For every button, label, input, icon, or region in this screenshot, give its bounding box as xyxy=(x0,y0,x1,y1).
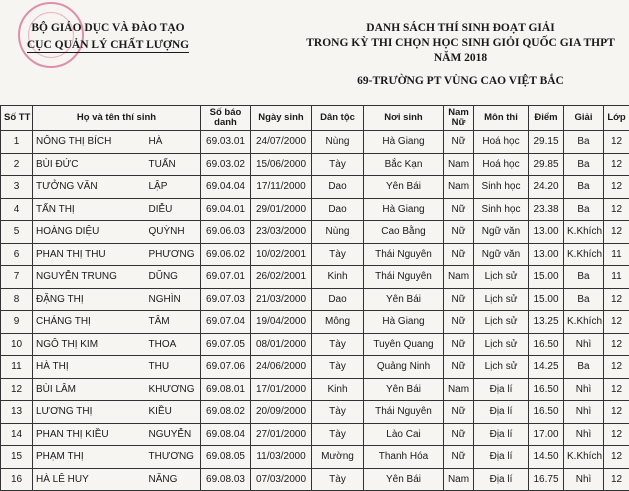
cell-ethnic: Kinh xyxy=(312,378,364,401)
cell-given: TUẤN xyxy=(143,153,201,176)
cell-surname: PHAN THỊ THU xyxy=(33,243,143,266)
table-row xyxy=(1,288,629,311)
cell-surname: BÙI ĐỨC xyxy=(33,153,143,176)
cell-prize: Nhì xyxy=(564,333,604,356)
table-row xyxy=(1,356,629,379)
cell-ethnic: Dao xyxy=(312,198,364,221)
cell-sbd: 69.08.03 xyxy=(201,468,251,491)
cell-stt: 4 xyxy=(1,198,33,221)
cell-subject: Hoá học xyxy=(474,131,529,154)
cell-given: NGHÌN xyxy=(143,288,201,311)
cell-dob: 26/02/2001 xyxy=(251,266,312,289)
cell-score: 14.50 xyxy=(529,446,564,469)
cell-subject: Địa lí xyxy=(474,423,529,446)
cell-grade: 12 xyxy=(604,356,629,379)
cell-dob: 17/11/2000 xyxy=(251,176,312,199)
cell-sbd: 69.07.05 xyxy=(201,333,251,356)
cell-score: 29.15 xyxy=(529,131,564,154)
cell-stt: 8 xyxy=(1,288,33,311)
cell-surname: HOÀNG DIỆU xyxy=(33,221,143,244)
cell-grade: 12 xyxy=(604,311,629,334)
cell-given: THOA xyxy=(143,333,201,356)
cell-grade: 12 xyxy=(604,401,629,424)
cell-sbd: 69.04.04 xyxy=(201,176,251,199)
cell-sbd: 69.03.02 xyxy=(201,153,251,176)
cell-score: 16.75 xyxy=(529,468,564,491)
cell-given: KHƯƠNG xyxy=(143,378,201,401)
cell-dob: 29/01/2000 xyxy=(251,198,312,221)
cell-grade: 12 xyxy=(604,131,629,154)
cell-grade: 12 xyxy=(604,153,629,176)
cell-given: THU xyxy=(143,356,201,379)
cell-dob: 27/01/2000 xyxy=(251,423,312,446)
cell-prize: Ba xyxy=(564,176,604,199)
cell-surname: LƯƠNG THỊ xyxy=(33,401,143,424)
cell-score: 24.20 xyxy=(529,176,564,199)
cell-score: 13.00 xyxy=(529,221,564,244)
cell-stt: 16 xyxy=(1,468,33,491)
header-stt: Số TT xyxy=(1,106,33,131)
cell-sbd: 69.06.03 xyxy=(201,221,251,244)
cell-birthplace: Yên Bái xyxy=(364,176,444,199)
header-ethnic: Dân tộc xyxy=(312,106,364,131)
cell-given: DIỄU xyxy=(143,198,201,221)
document-title: DANH SÁCH THÍ SINH ĐOẠT GIẢI xyxy=(298,21,623,36)
cell-birthplace: Thanh Hóa xyxy=(364,446,444,469)
cell-gender: Nữ xyxy=(444,288,474,311)
cell-stt: 11 xyxy=(1,356,33,379)
cell-birthplace: Thái Nguyên xyxy=(364,401,444,424)
cell-subject: Địa lí xyxy=(474,378,529,401)
cell-given: TÂM xyxy=(143,311,201,334)
cell-birthplace: Hà Giang xyxy=(364,131,444,154)
cell-score: 13.00 xyxy=(529,243,564,266)
cell-grade: 12 xyxy=(604,176,629,199)
cell-ethnic: Tày xyxy=(312,153,364,176)
table-row xyxy=(1,266,629,289)
cell-surname: PHAN THỊ KIỀU xyxy=(33,423,143,446)
cell-sbd: 69.08.04 xyxy=(201,423,251,446)
cell-birthplace: Yên Bái xyxy=(364,288,444,311)
cell-subject: Lịch sử xyxy=(474,266,529,289)
cell-sbd: 69.08.02 xyxy=(201,401,251,424)
cell-dob: 20/09/2000 xyxy=(251,401,312,424)
cell-ethnic: Tày xyxy=(312,356,364,379)
cell-ethnic: Nùng xyxy=(312,131,364,154)
cell-sbd: 69.07.03 xyxy=(201,288,251,311)
header-sbd: Số báo danh xyxy=(201,106,251,131)
cell-surname: BÙI LÂM xyxy=(33,378,143,401)
ministry-name: BỘ GIÁO DỤC VÀ ĐÀO TẠO xyxy=(8,20,208,37)
table-row xyxy=(1,198,629,221)
cell-subject: Sinh học xyxy=(474,198,529,221)
cell-surname: PHẠM THỊ xyxy=(33,446,143,469)
header-name: Họ và tên thí sinh xyxy=(33,106,201,131)
cell-gender: Nữ xyxy=(444,333,474,356)
cell-gender: Nữ xyxy=(444,198,474,221)
table-row xyxy=(1,401,629,424)
cell-birthplace: Tuyên Quang xyxy=(364,333,444,356)
cell-sbd: 69.07.01 xyxy=(201,266,251,289)
cell-dob: 24/06/2000 xyxy=(251,356,312,379)
cell-sbd: 69.07.04 xyxy=(201,311,251,334)
cell-ethnic: Tày xyxy=(312,468,364,491)
header-dob: Ngày sinh xyxy=(251,106,312,131)
cell-surname: NÔNG THỊ BÍCH xyxy=(33,131,143,154)
cell-subject: Lịch sử xyxy=(474,356,529,379)
cell-stt: 1 xyxy=(1,131,33,154)
cell-surname: TẤN THỊ xyxy=(33,198,143,221)
prize-winners-table xyxy=(0,105,629,491)
document-year: NĂM 2018 xyxy=(298,51,623,66)
cell-gender: Nam xyxy=(444,176,474,199)
cell-stt: 13 xyxy=(1,401,33,424)
cell-birthplace: Quảng Ninh xyxy=(364,356,444,379)
cell-dob: 07/03/2000 xyxy=(251,468,312,491)
table-row xyxy=(1,131,629,154)
cell-prize: Ba xyxy=(564,266,604,289)
cell-stt: 14 xyxy=(1,423,33,446)
cell-prize: Nhì xyxy=(564,401,604,424)
cell-grade: 12 xyxy=(604,198,629,221)
cell-sbd: 69.04.01 xyxy=(201,198,251,221)
table-row xyxy=(1,311,629,334)
cell-ethnic: Tày xyxy=(312,333,364,356)
cell-stt: 10 xyxy=(1,333,33,356)
cell-subject: Địa lí xyxy=(474,446,529,469)
table-row xyxy=(1,378,629,401)
cell-stt: 9 xyxy=(1,311,33,334)
cell-gender: Nữ xyxy=(444,401,474,424)
cell-grade: 12 xyxy=(604,468,629,491)
cell-score: 16.50 xyxy=(529,401,564,424)
cell-subject: Ngữ văn xyxy=(474,243,529,266)
cell-subject: Lịch sử xyxy=(474,333,529,356)
department-name: CỤC QUẢN LÝ CHẤT LƯỢNG xyxy=(27,38,189,53)
cell-prize: Ba xyxy=(564,288,604,311)
cell-ethnic: Tày xyxy=(312,423,364,446)
cell-birthplace: Hà Giang xyxy=(364,311,444,334)
cell-surname: NGUYỄN TRUNG xyxy=(33,266,143,289)
cell-grade: 12 xyxy=(604,333,629,356)
table-row xyxy=(1,333,629,356)
cell-gender: Nữ xyxy=(444,446,474,469)
cell-score: 29.85 xyxy=(529,153,564,176)
cell-sbd: 69.08.05 xyxy=(201,446,251,469)
cell-surname: ĐẶNG THỊ xyxy=(33,288,143,311)
cell-gender: Nam xyxy=(444,378,474,401)
cell-surname: HÀ THỊ xyxy=(33,356,143,379)
issuing-authority xyxy=(8,20,208,54)
cell-ethnic: Tày xyxy=(312,243,364,266)
cell-dob: 08/01/2000 xyxy=(251,333,312,356)
cell-grade: 12 xyxy=(604,288,629,311)
cell-stt: 7 xyxy=(1,266,33,289)
table-row xyxy=(1,243,629,266)
cell-dob: 10/02/2001 xyxy=(251,243,312,266)
cell-ethnic: Kinh xyxy=(312,266,364,289)
document-subtitle: TRONG KỲ THI CHỌN HỌC SINH GIỎI QUỐC GIA THPT xyxy=(298,36,623,51)
cell-sbd: 69.07.06 xyxy=(201,356,251,379)
cell-surname: NGÔ THỊ KIM xyxy=(33,333,143,356)
cell-gender: Nữ xyxy=(444,221,474,244)
cell-gender: Nam xyxy=(444,468,474,491)
cell-birthplace: Hà Giang xyxy=(364,198,444,221)
cell-birthplace: Bắc Kạn xyxy=(364,153,444,176)
cell-surname: TƯỞNG VĂN xyxy=(33,176,143,199)
cell-birthplace: Lào Cai xyxy=(364,423,444,446)
cell-stt: 2 xyxy=(1,153,33,176)
cell-stt: 15 xyxy=(1,446,33,469)
cell-ethnic: Tày xyxy=(312,401,364,424)
cell-gender: Nam xyxy=(444,153,474,176)
cell-given: KIỀU xyxy=(143,401,201,424)
cell-dob: 21/03/2000 xyxy=(251,288,312,311)
cell-stt: 5 xyxy=(1,221,33,244)
cell-given: HÀ xyxy=(143,131,201,154)
cell-grade: 12 xyxy=(604,423,629,446)
cell-grade: 11 xyxy=(604,243,629,266)
cell-prize: Nhì xyxy=(564,378,604,401)
cell-score: 15.00 xyxy=(529,288,564,311)
cell-prize: K.Khích xyxy=(564,446,604,469)
cell-surname: CHÁNG THỊ xyxy=(33,311,143,334)
cell-sbd: 69.08.01 xyxy=(201,378,251,401)
cell-subject: Sinh học xyxy=(474,176,529,199)
cell-dob: 17/01/2000 xyxy=(251,378,312,401)
cell-given: LẬP xyxy=(143,176,201,199)
cell-score: 15.00 xyxy=(529,266,564,289)
cell-birthplace: Yên Bái xyxy=(364,468,444,491)
cell-score: 13.25 xyxy=(529,311,564,334)
cell-grade: 11 xyxy=(604,266,629,289)
cell-stt: 12 xyxy=(1,378,33,401)
table-row xyxy=(1,446,629,469)
table-row xyxy=(1,468,629,491)
cell-sbd: 69.06.02 xyxy=(201,243,251,266)
cell-sbd: 69.03.01 xyxy=(201,131,251,154)
cell-surname: HÀ LÊ HUY xyxy=(33,468,143,491)
cell-subject: Ngữ văn xyxy=(474,221,529,244)
cell-dob: 24/07/2000 xyxy=(251,131,312,154)
header-subject: Môn thi xyxy=(474,106,529,131)
header-score: Điểm xyxy=(529,106,564,131)
cell-dob: 19/04/2000 xyxy=(251,311,312,334)
cell-stt: 6 xyxy=(1,243,33,266)
cell-prize: Ba xyxy=(564,131,604,154)
cell-prize: K.Khích xyxy=(564,243,604,266)
cell-ethnic: Nùng xyxy=(312,221,364,244)
table-header-row xyxy=(1,106,629,131)
table-row xyxy=(1,221,629,244)
table-row xyxy=(1,176,629,199)
document-title-block xyxy=(298,21,623,89)
cell-ethnic: Mông xyxy=(312,311,364,334)
table-row xyxy=(1,423,629,446)
school-name: 69-TRƯỜNG PT VÙNG CAO VIỆT BẮC xyxy=(298,74,623,89)
cell-dob: 15/06/2000 xyxy=(251,153,312,176)
cell-subject: Lịch sử xyxy=(474,311,529,334)
cell-dob: 23/03/2000 xyxy=(251,221,312,244)
header-grade: Lớp xyxy=(604,106,629,131)
cell-score: 23.38 xyxy=(529,198,564,221)
cell-prize: Nhì xyxy=(564,423,604,446)
cell-prize: Ba xyxy=(564,153,604,176)
cell-prize: Nhì xyxy=(564,468,604,491)
cell-dob: 11/03/2000 xyxy=(251,446,312,469)
cell-score: 16.50 xyxy=(529,378,564,401)
header-prize: Giải xyxy=(564,106,604,131)
cell-subject: Hoá học xyxy=(474,153,529,176)
header-birthplace: Nơi sinh xyxy=(364,106,444,131)
cell-subject: Địa lí xyxy=(474,401,529,424)
cell-given: DŨNG xyxy=(143,266,201,289)
table-row xyxy=(1,153,629,176)
cell-grade: 12 xyxy=(604,378,629,401)
cell-score: 16.50 xyxy=(529,333,564,356)
cell-gender: Nữ xyxy=(444,243,474,266)
cell-prize: Ba xyxy=(564,356,604,379)
cell-ethnic: Dao xyxy=(312,176,364,199)
cell-grade: 12 xyxy=(604,221,629,244)
cell-given: NĂNG xyxy=(143,468,201,491)
cell-given: THƯƠNG xyxy=(143,446,201,469)
cell-given: QUỲNH xyxy=(143,221,201,244)
cell-given: NGUYỄN xyxy=(143,423,201,446)
cell-subject: Địa lí xyxy=(474,468,529,491)
cell-gender: Nữ xyxy=(444,423,474,446)
cell-birthplace: Thái Nguyên xyxy=(364,266,444,289)
cell-score: 14.25 xyxy=(529,356,564,379)
cell-ethnic: Dao xyxy=(312,288,364,311)
cell-birthplace: Cao Bằng xyxy=(364,221,444,244)
cell-prize: Ba xyxy=(564,198,604,221)
cell-stt: 3 xyxy=(1,176,33,199)
cell-prize: K.Khích xyxy=(564,311,604,334)
cell-gender: Nữ xyxy=(444,356,474,379)
cell-gender: Nữ xyxy=(444,131,474,154)
header-gender: Nam Nữ xyxy=(444,106,474,131)
cell-birthplace: Yên Bái xyxy=(364,378,444,401)
cell-prize: K.Khích xyxy=(564,221,604,244)
cell-score: 17.00 xyxy=(529,423,564,446)
cell-gender: Nữ xyxy=(444,311,474,334)
cell-birthplace: Thái Nguyên xyxy=(364,243,444,266)
cell-gender: Nam xyxy=(444,266,474,289)
cell-grade: 12 xyxy=(604,446,629,469)
cell-given: PHƯƠNG xyxy=(143,243,201,266)
cell-subject: Lịch sử xyxy=(474,288,529,311)
cell-ethnic: Mường xyxy=(312,446,364,469)
